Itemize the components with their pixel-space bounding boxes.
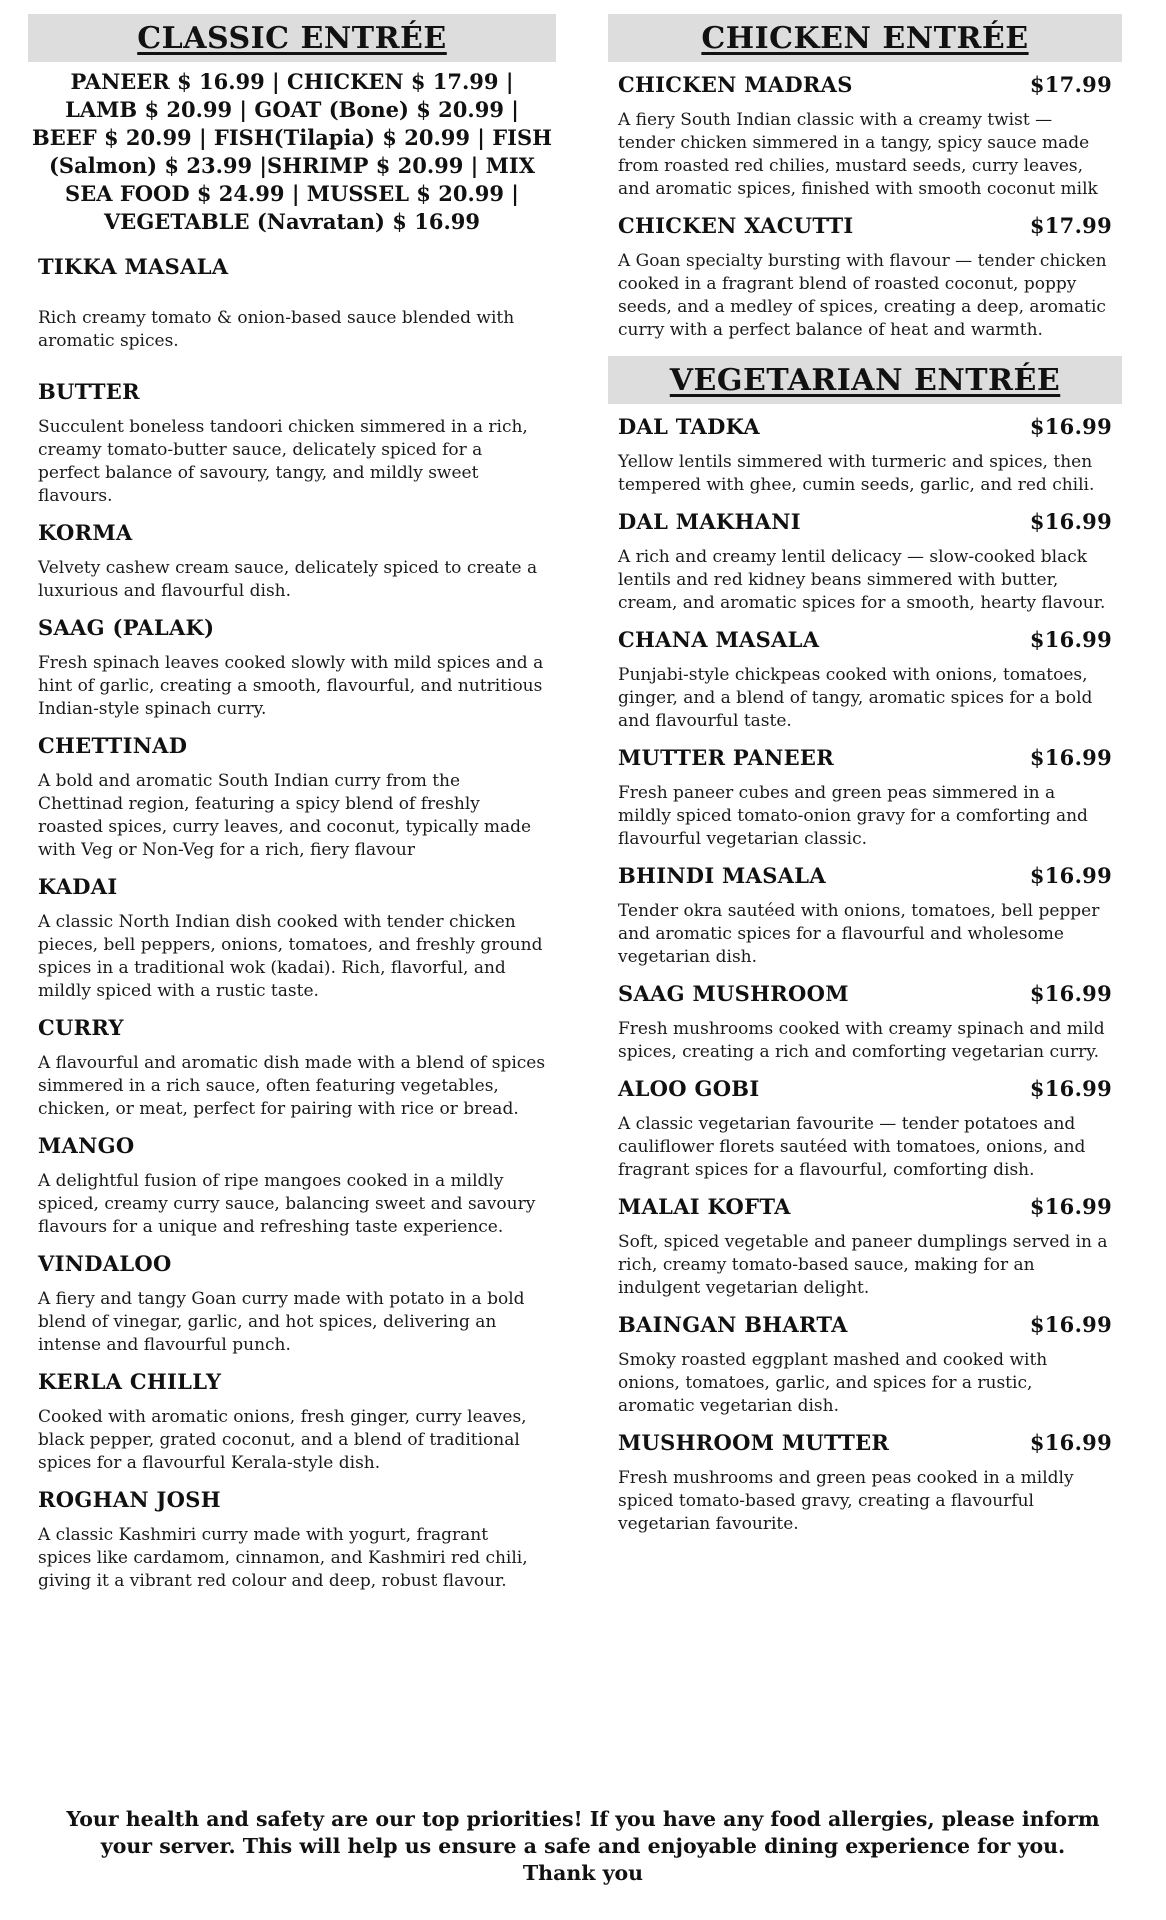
item-name: TIKKA MASALA bbox=[38, 254, 229, 279]
classic-entree-title: CLASSIC ENTRÉE bbox=[28, 14, 556, 62]
menu-item-chicken-xacutti bbox=[618, 213, 1112, 342]
item-price: $16.99 bbox=[1029, 627, 1112, 652]
right-column bbox=[608, 14, 1122, 1548]
item-description: Fresh paneer cubes and green peas simmered in a mildly spiced tomato-onion gravy for a comforting and flavourful vegetarian classic. bbox=[618, 783, 1088, 849]
item-name: MALAI KOFTA bbox=[618, 1194, 791, 1219]
item-price: $16.99 bbox=[1029, 1194, 1112, 1219]
thank-you-text: Thank you bbox=[522, 1861, 644, 1885]
item-description: Yellow lentils simmered with turmeric and spices, then tempered with ghee, cumin seeds, garlic, and red chili. bbox=[618, 452, 1095, 495]
item-name: ALOO GOBI bbox=[618, 1076, 760, 1101]
item-description: A delightful fusion of ripe mangoes cooked in a mildly spiced, creamy curry sauce, balancing sweet and savoury flavours for a unique and refreshing taste experience. bbox=[38, 1171, 536, 1237]
menu-item-curry bbox=[38, 1015, 546, 1121]
item-description: A classic Kashmiri curry made with yogurt, fragrant spices like cardamom, cinnamon, and Kashmiri red chili, giving it a vibrant red colour and deep, robust flavour. bbox=[38, 1525, 528, 1591]
menu-item-kerla-chilly bbox=[38, 1369, 546, 1475]
item-description: A rich and creamy lentil delicacy — slow-cooked black lentils and red kidney beans simmered with butter, cream, and aromatic spices for a smooth, hearty flavour. bbox=[618, 547, 1106, 613]
item-description: Velvety cashew cream sauce, delicately spiced to create a luxurious and flavourful dish. bbox=[38, 558, 538, 601]
item-price: $16.99 bbox=[1029, 1076, 1112, 1101]
item-name: BUTTER bbox=[38, 379, 140, 404]
menu-item-aloo-gobi bbox=[618, 1076, 1112, 1182]
item-description: Tender okra sautéed with onions, tomatoes, bell pepper and aromatic spices for a flavourful and wholesome vegetarian dish. bbox=[618, 901, 1100, 967]
menu-item-malai-kofta bbox=[618, 1194, 1112, 1300]
item-name: BAINGAN BHARTA bbox=[618, 1312, 848, 1337]
item-price: $16.99 bbox=[1029, 1430, 1112, 1455]
item-name: CHICKEN XACUTTI bbox=[618, 213, 854, 238]
menu-item-bhindi-masala bbox=[618, 863, 1112, 969]
menu-item-dal-tadka bbox=[618, 414, 1112, 497]
item-price: $17.99 bbox=[1029, 213, 1112, 238]
menu-item-vindaloo bbox=[38, 1251, 546, 1357]
item-description: Succulent boneless tandoori chicken simmered in a rich, creamy tomato-butter sauce, delicately spiced for a perfect balance of savoury, tangy, and mildly sweet flavours. bbox=[38, 417, 528, 506]
item-description: Smoky roasted eggplant mashed and cooked with onions, tomatoes, garlic, and spices for a rustic, aromatic vegetarian dish. bbox=[618, 1350, 1048, 1416]
item-name: KERLA CHILLY bbox=[38, 1369, 222, 1394]
item-price: $17.99 bbox=[1029, 72, 1112, 97]
menu-item-tikka-masala bbox=[38, 254, 546, 353]
item-name: CURRY bbox=[38, 1015, 124, 1040]
menu-item-dal-makhani bbox=[618, 509, 1112, 615]
item-name: DAL TADKA bbox=[618, 414, 760, 439]
item-description: Fresh spinach leaves cooked slowly with mild spices and a hint of garlic, creating a smooth, flavourful, and nutritious Indian-style spinach curry. bbox=[38, 653, 544, 719]
item-description: A classic vegetarian favourite — tender potatoes and cauliflower florets sautéed with tomatoes, onions, and fragrant spices for a flavourful, comforting dish. bbox=[618, 1114, 1086, 1180]
item-price: $16.99 bbox=[1029, 509, 1112, 534]
vegetarian-entree-title: VEGETARIAN ENTRÉE bbox=[608, 356, 1122, 404]
menu-item-kadai bbox=[38, 874, 546, 1003]
item-description: Fresh mushrooms cooked with creamy spinach and mild spices, creating a rich and comforting vegetarian curry. bbox=[618, 1019, 1105, 1062]
item-name: DAL MAKHANI bbox=[618, 509, 801, 534]
menu-item-mushroom-mutter bbox=[618, 1430, 1112, 1536]
item-name: VINDALOO bbox=[38, 1251, 172, 1276]
item-price: $16.99 bbox=[1029, 1312, 1112, 1337]
item-description: A fiery and tangy Goan curry made with potato in a bold blend of vinegar, garlic, and hot spices, delivering an intense and flavourful punch. bbox=[38, 1289, 525, 1355]
item-description: Punjabi-style chickpeas cooked with onions, tomatoes, ginger, and a blend of tangy, aromatic spices for a bold and flavourful taste. bbox=[618, 665, 1093, 731]
vegetarian-entree-list bbox=[608, 414, 1122, 1536]
item-name: KADAI bbox=[38, 874, 118, 899]
menu-item-chicken-madras bbox=[618, 72, 1112, 201]
chicken-entree-list bbox=[608, 72, 1122, 342]
menu-item-roghan-josh bbox=[38, 1487, 546, 1593]
item-description: Fresh mushrooms and green peas cooked in a mildly spiced tomato-based gravy, creating a flavourful vegetarian favourite. bbox=[618, 1468, 1074, 1534]
item-name: KORMA bbox=[38, 520, 133, 545]
menu-item-chana-masala bbox=[618, 627, 1112, 733]
menu-item-mango bbox=[38, 1133, 546, 1239]
classic-protein-prices: PANEER $ 16.99 | CHICKEN $ 17.99 | LAMB $ 20.99 | GOAT (Bone) $ 20.99 | BEEF $ 20.99 | FISH(Tilapia) $ 20.99 | FISH (Salmon) $ 23.99 |SHRIMP $ 20.99 | MIX SEA FOOD $ 24.99 | MUSSEL $ 20.99 | VEGETABLE (Navratan) $ 16.99 bbox=[32, 69, 552, 234]
item-description: Cooked with aromatic onions, fresh ginger, curry leaves, black pepper, grated coconut, and a blend of traditional spices for a flavourful Kerala-style dish. bbox=[38, 1407, 527, 1473]
allergy-notice-text: Your health and safety are our top priorities! If you have any food allergies, please inform your server. This will help us ensure a safe and enjoyable dining experience for you. bbox=[66, 1807, 1100, 1858]
item-price: $16.99 bbox=[1029, 981, 1112, 1006]
item-name: MUTTER PANEER bbox=[618, 745, 834, 770]
item-name: SAAG (PALAK) bbox=[38, 615, 215, 640]
item-name: CHANA MASALA bbox=[618, 627, 820, 652]
item-name: BHINDI MASALA bbox=[618, 863, 826, 888]
menu-item-chettinad bbox=[38, 733, 546, 862]
item-price: $16.99 bbox=[1029, 863, 1112, 888]
item-name: MUSHROOM MUTTER bbox=[618, 1430, 890, 1455]
item-description: A flavourful and aromatic dish made with a blend of spices simmered in a rich sauce, often featuring vegetables, chicken, or meat, perfect for pairing with rice or bread. bbox=[38, 1053, 546, 1119]
item-name: ROGHAN JOSH bbox=[38, 1487, 221, 1512]
menu-item-korma bbox=[38, 520, 546, 603]
item-price: $16.99 bbox=[1029, 745, 1112, 770]
item-description: A fiery South Indian classic with a creamy twist — tender chicken simmered in a tangy, spicy sauce made from roasted red chilies, mustard seeds, curry leaves, and aromatic spices, finished with smooth coconut milk bbox=[618, 110, 1098, 199]
classic-entree-list bbox=[28, 254, 556, 1593]
item-name: CHICKEN MADRAS bbox=[618, 72, 853, 97]
chicken-entree-title: CHICKEN ENTRÉE bbox=[608, 14, 1122, 62]
item-description: A classic North Indian dish cooked with tender chicken pieces, bell peppers, onions, tomatoes, and freshly ground spices in a traditional wok (kadai). Rich, flavorful, and mildly spiced with a rustic taste. bbox=[38, 912, 543, 1001]
classic-entree-column bbox=[28, 14, 556, 1605]
item-description: Rich creamy tomato & onion-based sauce blended with aromatic spices. bbox=[38, 308, 515, 351]
menu-item-butter bbox=[38, 379, 546, 508]
item-name: CHETTINAD bbox=[38, 733, 188, 758]
menu-item-mutter-paneer bbox=[618, 745, 1112, 851]
menu-item-saag-mushroom bbox=[618, 981, 1112, 1064]
item-name: MANGO bbox=[38, 1133, 135, 1158]
item-description: A Goan specialty bursting with flavour — tender chicken cooked in a fragrant blend of roasted coconut, poppy seeds, and a medley of spices, creating a deep, aromatic curry with a perfect balance of heat and warmth. bbox=[618, 251, 1107, 340]
item-description: A bold and aromatic South Indian curry from the Chettinad region, featuring a spicy blend of freshly roasted spices, curry leaves, and coconut, typically made with Veg or Non-Veg for a rich, fiery flavour bbox=[38, 771, 532, 860]
menu-item-saag-palak bbox=[38, 615, 546, 721]
menu-item-baingan-bharta bbox=[618, 1312, 1112, 1418]
allergy-notice bbox=[40, 1806, 1126, 1887]
item-price: $16.99 bbox=[1029, 414, 1112, 439]
item-description: Soft, spiced vegetable and paneer dumplings served in a rich, creamy tomato-based sauce, making for an indulgent vegetarian delight. bbox=[618, 1232, 1108, 1298]
item-name: SAAG MUSHROOM bbox=[618, 981, 849, 1006]
